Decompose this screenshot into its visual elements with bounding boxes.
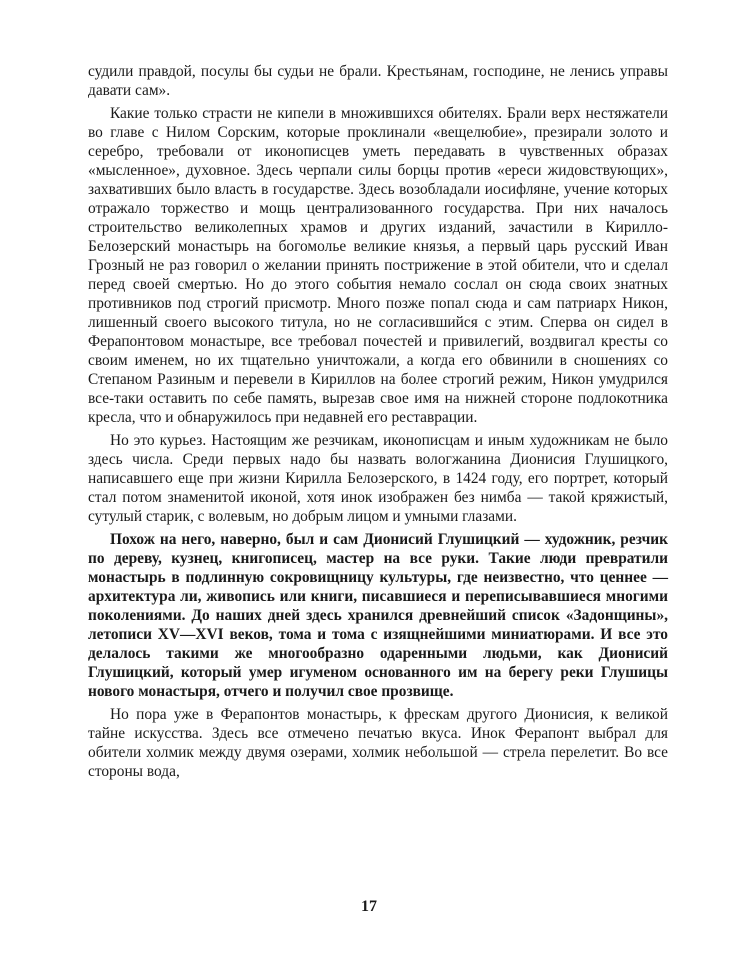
page-number: 17 [361, 898, 377, 915]
paragraph-5: Но пора уже в Ферапонтов монастырь, к фрескам другого Дионисия, к великой тайне искусства. Здесь все отмечено печатью вкуса. Инок Ферапонт выбрал для обители холмик между двумя озерами, холмик небольшой — стрела перелетит. Во все стороны вода, [88, 706, 668, 780]
page-text [88, 62, 668, 785]
paragraph-1: судили правдой, посулы бы судьи не брали. Крестьянам, господине, не ленись управы давати сам». [88, 63, 668, 99]
paragraph-3: Но это курьез. Настоящим же резчикам, иконописцам и иным художникам не было здесь числа. Среди первых надо бы назвать вологжанина Дионисия Глушицкого, написавшего еще при жизни Кирилла Белозерского, в 1424 году, его портрет, который стал потом знаменитой иконой, хотя инок изображен без нимба — такой кряжистый, сутулый старик, с волевым, но добрым лицом и умными глазами. [88, 432, 668, 525]
paragraph-2: Какие только страсти не кипели в множившихся обителях. Брали верх нестяжатели во главе с Нилом Сорским, которые проклинали «вещелюбие», презирали золото и серебро, требовали от иконописцев уметь передавать в чувственных образах «мысленное», духовное. Здесь черпали силы борцы против «ереси жидовствующих», захвативших было власть в государстве. Здесь возобладали иосифляне, учение которых отражало торжество и мощь централизованного государства. При них началось строительство великолепных храмов и других изданий, зачастили в Кирилло-Белозерский монастырь на богомолье великие князья, а первый царь русский Иван Грозный не раз говорил о желании принять пострижение в этой обители, что и сделал перед своей смертью. Но до этого события немало сослал он сюда своих знатных противников под строгий присмотр. Много позже попал сюда и сам патриарх Никон, лишенный своего высокого титула, но не согласившийся с этим. Сперва он сидел в Ферапонтовом монастыре, все требовал почестей и привилегий, воздвигал кресты со своим именем, но их тщательно уничтожали, а когда его обвинили в сношениях со Степаном Разиным и перевели в Кириллов на более строгий режим, Никон умудрился все-таки оставить по себе память, вырезав свое имя на нижней стороне подлокотника кресла, что и обнаружилось при недавней его реставрации. [88, 105, 668, 426]
paragraph-4: Похож на него, наверно, был и сам Дионисий Глушицкий — художник, резчик по дереву, кузнец, книгописец, мастер на все руки. Такие люди превратили монастырь в подлинную сокровищницу культуры, где неизвестно, что ценнее — архитектура ли, живопись или книги, писавшиеся и переписывавшиеся многими поколениями. До наших дней здесь хранился древнейший список «Задонщины», летописи XV—XVI веков, тома и тома с изящнейшими миниатюрами. И все это делалось такими же многообразно одаренными людьми, как Дионисий Глушицкий, который умер игуменом основанного им на берегу реки Глушицы нового монастыря, отчего и получил свое прозвище. [88, 531, 668, 700]
